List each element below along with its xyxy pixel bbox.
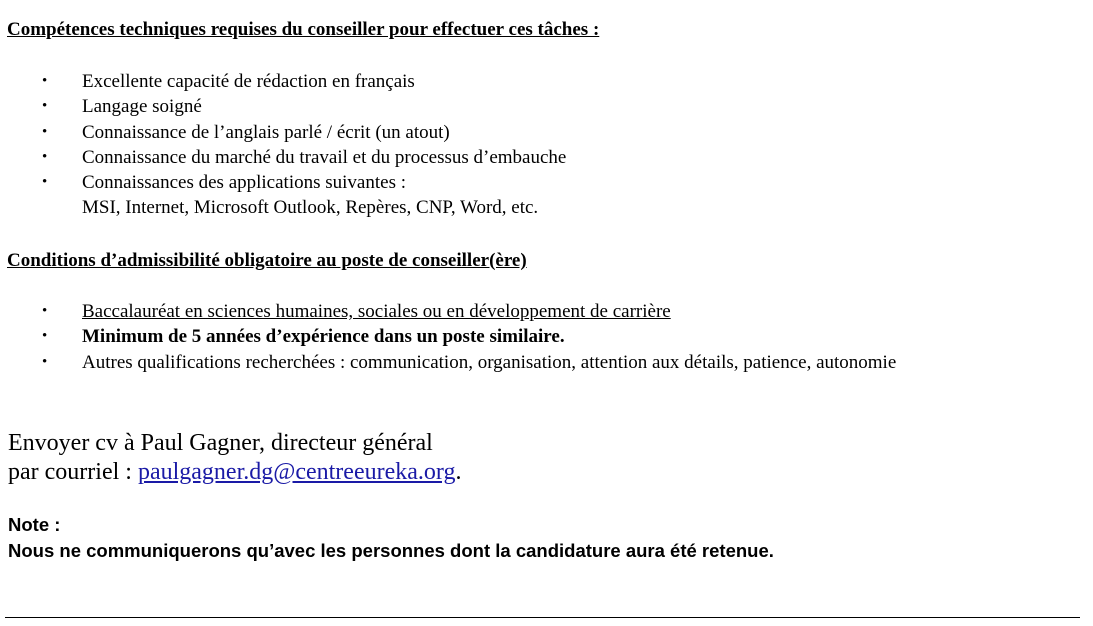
email-link[interactable]: paulgagner.dg@centreeureka.org <box>137 459 456 485</box>
section-competences-heading: Compétences techniques requises du conseiller pour effectuer ces tâches : <box>7 19 600 40</box>
bullet-icon: • <box>42 148 48 165</box>
bullet-icon: • <box>42 174 48 191</box>
section-conditions-heading: Conditions d’admissibilité obligatoire au poste de conseiller(ère) <box>7 250 527 271</box>
note-text: Nous ne communiquerons qu’avec les personnes dont la candidature aura été retenue. <box>8 540 774 561</box>
bullet-icon: • <box>42 328 48 345</box>
horizontal-rule <box>5 617 1080 618</box>
bullet-icon: • <box>42 98 48 115</box>
bullet-icon: • <box>42 303 48 319</box>
bullet-icon: • <box>42 73 48 89</box>
bullet-icon: • <box>42 353 48 370</box>
contact-line-2: par courriel : paulgagner.dg@centreeureka.org. <box>8 459 462 485</box>
contact-line-1: Envoyer cv à Paul Gagner, directeur général <box>8 430 433 456</box>
note-label: Note : <box>8 514 61 535</box>
applications-list-text: MSI, Internet, Microsoft Outlook, Repères, CNP, Word, etc. <box>82 197 539 218</box>
bullet-icon: • <box>42 123 48 140</box>
